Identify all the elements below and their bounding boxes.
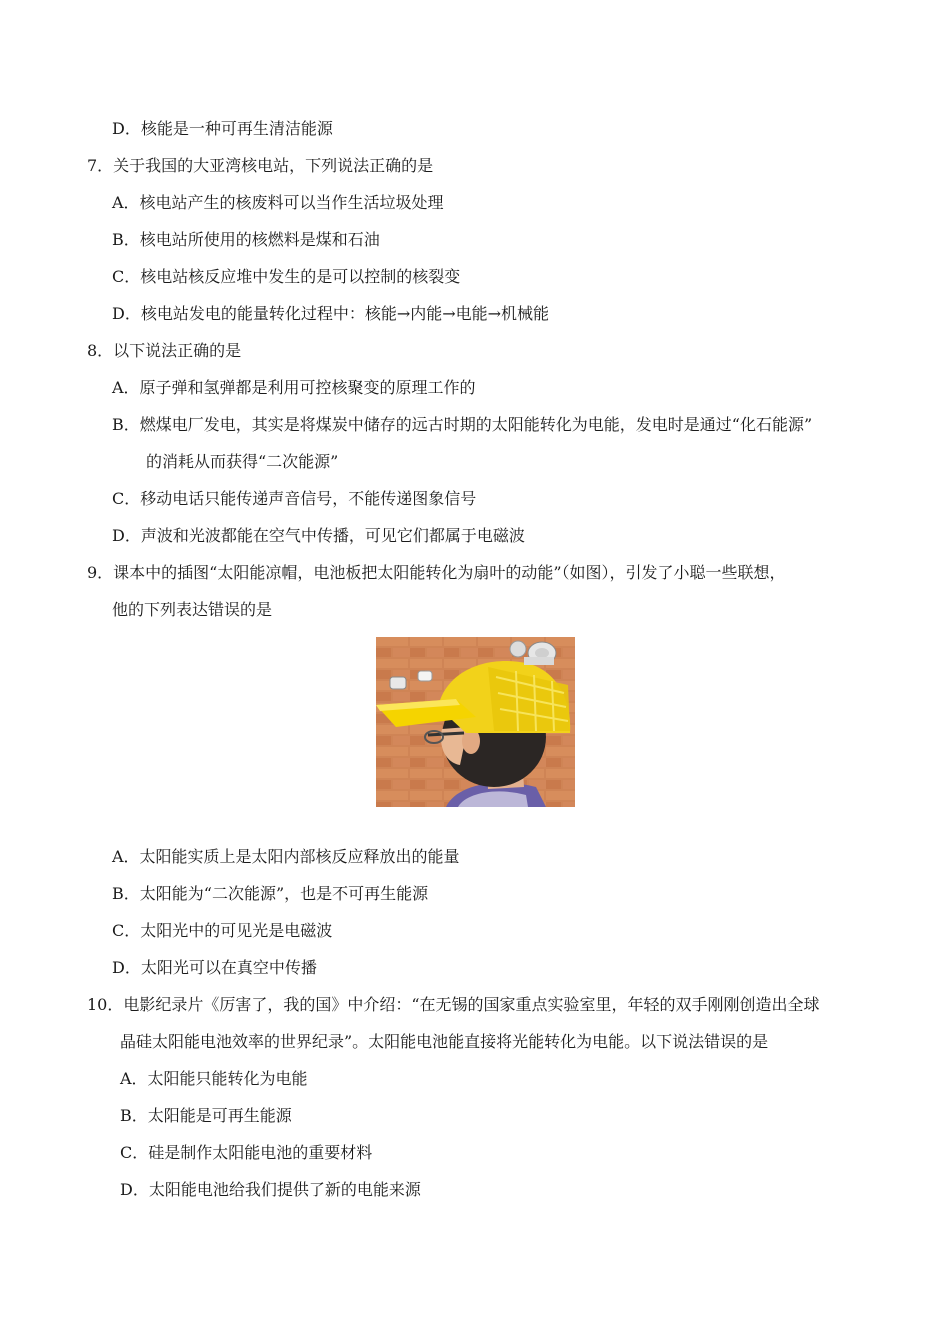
question-10-cont: 晶硅太阳能电池效率的世界纪录”。太阳能电池能直接将光能转化为电能。以下说法错误的是 [120,1032,769,1051]
question-8: 8．以下说法正确的是 [87,341,242,360]
question-10: 10．电影纪录片《厉害了，我的国》中介绍：“在无锡的国家重点实验室里，年轻的双手刚刚创造出全球 [87,995,820,1014]
question-7: 7．关于我国的大亚湾核电站，下列说法正确的是 [87,156,434,175]
option-7a: A．核电站产生的核废料可以当作生活垃圾处理 [112,193,444,212]
option-10d: D．太阳能电池给我们提供了新的电能来源 [120,1180,421,1199]
option-9b: B．太阳能为“二次能源”，也是不可再生能源 [112,884,429,903]
option-10c: C．硅是制作太阳能电池的重要材料 [120,1143,373,1162]
option-10b: B．太阳能是可再生能源 [120,1106,292,1125]
option-8c: C．移动电话只能传递声音信号，不能传递图象信号 [112,489,477,508]
question-9-cont: 他的下列表达错误的是 [112,600,273,619]
question-9: 9．课本中的插图“太阳能凉帽，电池板把太阳能转化为扇叶的动能”（如图），引发了小聪一些联想， [87,563,786,582]
option-8b-cont: 的消耗从而获得“二次能源” [146,452,339,471]
option-9a: A．太阳能实质上是太阳内部核反应释放出的能量 [112,847,460,866]
option-8b: B．燃煤电厂发电，其实是将煤炭中储存的远古时期的太阳能转化为电能，发电时是通过“化石能源” [112,415,813,434]
option-8a: A．原子弹和氢弹都是利用可控核聚变的原理工作的 [112,378,476,397]
option-8d: D．声波和光波都能在空气中传播，可见它们都属于电磁波 [112,526,525,545]
option-10a: A．太阳能只能转化为电能 [120,1069,308,1088]
option-7d: D．核电站发电的能量转化过程中：核能→内能→电能→机械能 [112,304,550,323]
option-7c: C．核电站核反应堆中发生的是可以控制的核裂变 [112,267,461,286]
option-9c: C．太阳光中的可见光是电磁波 [112,921,333,940]
option-7b: B．核电站所使用的核燃料是煤和石油 [112,230,380,249]
option-9d: D．太阳光可以在真空中传播 [112,958,317,977]
line-6d: D．核能是一种可再生清洁能源 [112,119,333,138]
solar-hat-photo [376,637,575,807]
solar-hat-illustration [376,637,575,807]
